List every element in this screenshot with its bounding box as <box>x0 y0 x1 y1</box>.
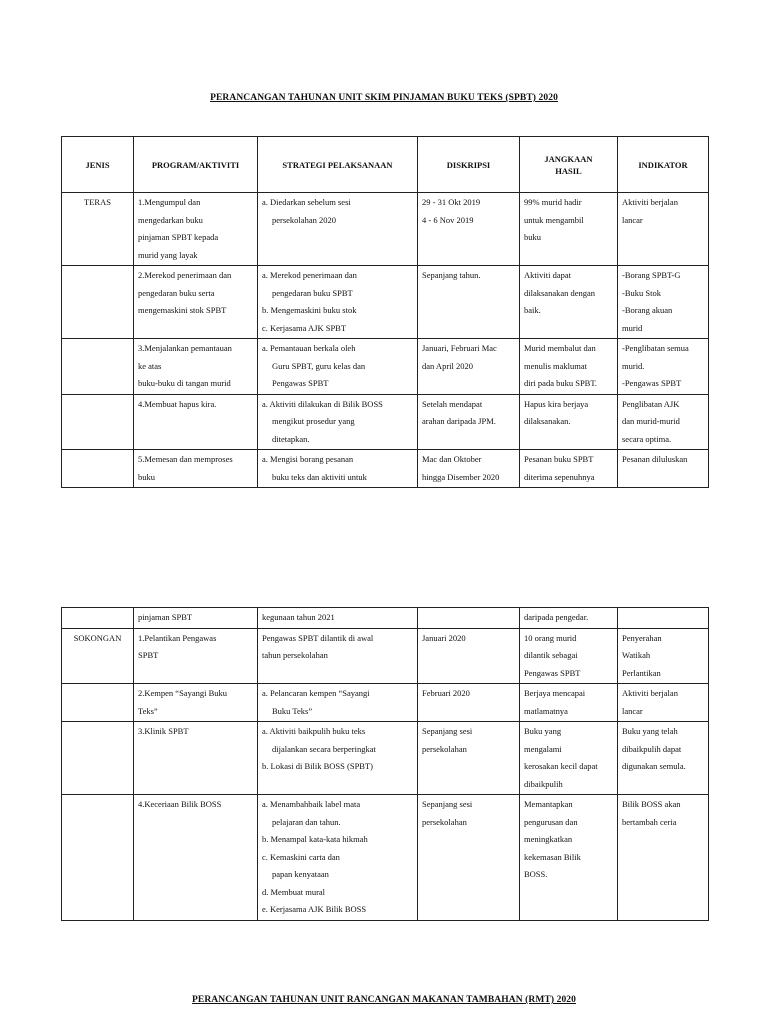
jangkaan-line: pengurusan dan <box>524 816 578 827</box>
cell-indikator <box>618 394 709 450</box>
diskripsi-line: arahan daripada JPM. <box>422 416 496 426</box>
cell-jenis: SOKONGAN <box>62 628 134 684</box>
strategi-line: d. Membuat mural <box>262 886 326 897</box>
cell-indikator <box>618 795 709 921</box>
cell-jangkaan <box>520 628 618 684</box>
indikator-line: -Buku Stok <box>622 287 661 298</box>
cell-strategi <box>258 394 418 450</box>
table-row <box>62 339 709 395</box>
cell-strategi <box>258 628 418 684</box>
cell-strategi <box>258 339 418 395</box>
cell-program <box>134 722 258 795</box>
cell-diskripsi <box>418 339 520 395</box>
cell-program <box>134 339 258 395</box>
strategi-line: buku teks dan aktiviti untuk <box>272 471 367 482</box>
cell-strategi <box>258 684 418 722</box>
jangkaan-line: Aktiviti dapat <box>524 270 571 280</box>
cell-diskripsi <box>418 266 520 339</box>
program-line: ke atas <box>138 360 162 371</box>
indikator-line: -Borang SPBT-G <box>622 270 681 280</box>
indikator-line: Pesanan diluluskan <box>622 454 688 464</box>
strategi-line: b. Mengemaskini buku stok <box>262 305 357 315</box>
cell-jenis: TERAS <box>62 193 134 266</box>
jangkaan-line: Murid membalut dan <box>524 343 596 353</box>
table-row <box>62 193 709 266</box>
table-row <box>62 684 709 722</box>
strategi-line: ditetapkan. <box>272 433 310 444</box>
indikator-line: -Borang akuan <box>622 305 673 315</box>
header-jangkaan: JANGKAAN HASIL <box>520 137 618 193</box>
strategi-line: Guru SPBT, guru kelas dan <box>272 360 366 371</box>
strategi-line: b. Lokasi di Bilik BOSS (SPBT) <box>262 761 373 771</box>
cell-strategi <box>258 608 418 629</box>
diskripsi-line: Mac dan Oktober <box>422 454 482 464</box>
program-line: Teks” <box>138 705 158 716</box>
strategi-line: mengikut prosedur yang <box>272 416 355 426</box>
program-line: buku <box>138 471 155 482</box>
diskripsi-line: Januari, Februari Mac <box>422 343 497 353</box>
cell-jangkaan <box>520 394 618 450</box>
indikator-line: murid. <box>622 360 645 371</box>
jangkaan-line: daripada pengedar. <box>524 612 589 622</box>
strategi-line: pengedaran buku SPBT <box>272 287 353 298</box>
jangkaan-line: dilaksanakan dengan <box>524 287 596 298</box>
cell-program <box>134 795 258 921</box>
strategi-line: persekolahan 2020 <box>272 214 336 225</box>
jangkaan-line: mengalami <box>524 743 562 754</box>
jangkaan-line: kekemasan Bilik <box>524 851 581 862</box>
indikator-line: digunakan semula. <box>622 761 686 771</box>
cell-jangkaan <box>520 339 618 395</box>
strategi-line: a. Aktiviti baikpulih buku teks <box>262 726 366 736</box>
table-header-row <box>62 137 709 193</box>
cell-indikator <box>618 628 709 684</box>
cell-strategi <box>258 193 418 266</box>
diskripsi-line: Sepanjang sesi <box>422 726 473 736</box>
indikator-line: bertambah ceria <box>622 816 677 827</box>
header-program: PROGRAM/AKTIVITI <box>134 137 258 193</box>
plan-table-spbt-continued <box>61 607 709 921</box>
cell-strategi <box>258 450 418 488</box>
jangkaan-line: untuk mengambil <box>524 214 584 225</box>
table-row <box>62 394 709 450</box>
jangkaan-line: menulis maklumat <box>524 360 588 371</box>
program-line: mengemaskini stok SPBT <box>138 305 227 315</box>
cell-indikator <box>618 608 709 629</box>
cell-jenis <box>62 684 134 722</box>
program-line: mengedarkan buku <box>138 214 203 225</box>
cell-diskripsi <box>418 193 520 266</box>
diskripsi-line: Februari 2020 <box>422 688 470 698</box>
table-row <box>62 628 709 684</box>
diskripsi-line: 29 - 31 Okt 2019 <box>422 197 481 207</box>
jangkaan-line: dilantik sebagai <box>524 650 578 660</box>
cell-program <box>134 193 258 266</box>
program-line: 3.Menjalankan pemantauan <box>138 343 232 353</box>
diskripsi-line: Sepanjang tahun. <box>422 270 481 280</box>
strategi-line: b. Menampal kata-kata hikmah <box>262 834 368 844</box>
indikator-line: Penglibatan AJK <box>622 398 680 409</box>
indikator-line: secara optima. <box>622 433 672 444</box>
strategi-line: a. Diedarkan sebelum sesi <box>262 197 351 207</box>
diskripsi-line: hingga Disember 2020 <box>422 471 500 482</box>
program-line: 1.Pelantikan Pengawas <box>138 632 217 643</box>
indikator-line: murid <box>622 322 643 333</box>
diskripsi-line: Januari 2020 <box>422 632 466 643</box>
table-row <box>62 608 709 629</box>
cell-jangkaan <box>520 608 618 629</box>
strategi-line: Buku Teks” <box>272 705 313 716</box>
cell-program <box>134 266 258 339</box>
strategi-line: tahun persekolahan <box>262 650 328 660</box>
cell-jenis <box>62 722 134 795</box>
cell-program <box>134 450 258 488</box>
diskripsi-line: Sepanjang sesi <box>422 799 473 809</box>
plan-table-spbt <box>61 136 709 488</box>
program-line: 4.Keceriaan Bilik BOSS <box>138 799 222 809</box>
program-line: SPBT <box>138 650 159 660</box>
indikator-line: dibaikpulih dapat <box>622 743 682 754</box>
page-title: PERANCANGAN TAHUNAN UNIT SKIM PINJAMAN BUKU TEKS (SPBT) 2020 <box>210 93 558 103</box>
header-jenis: JENIS <box>62 137 134 193</box>
cell-strategi <box>258 795 418 921</box>
cell-jangkaan <box>520 722 618 795</box>
header-strategi: STRATEGI PELAKSANAAN <box>258 137 418 193</box>
strategi-line: pelajaran dan tahun. <box>272 816 341 827</box>
strategi-line: e. Kerjasama AJK Bilik BOSS <box>262 904 367 914</box>
cell-indikator <box>618 339 709 395</box>
cell-diskripsi <box>418 722 520 795</box>
jangkaan-line: Buku yang <box>524 726 562 736</box>
cell-strategi <box>258 266 418 339</box>
jangkaan-line: diterima sepenuhnya <box>524 471 595 482</box>
jangkaan-line: diri pada buku SPBT. <box>524 378 598 388</box>
strategi-line: c. Kemaskini carta dan <box>262 851 340 862</box>
cell-program <box>134 608 258 629</box>
program-line: buku-buku di tangan murid <box>138 378 231 388</box>
program-line: pinjaman SPBT <box>138 612 193 622</box>
cell-jenis <box>62 339 134 395</box>
cell-diskripsi <box>418 795 520 921</box>
jangkaan-line: dibaikpulih <box>524 778 563 789</box>
strategi-line: dijalankan secara berperingkat <box>272 743 376 754</box>
jangkaan-line: Pengawas SPBT <box>524 667 581 678</box>
jangkaan-line: Berjaya mencapai <box>524 688 586 698</box>
cell-jangkaan <box>520 266 618 339</box>
cell-indikator <box>618 193 709 266</box>
program-line: pinjaman SPBT kepada <box>138 232 219 242</box>
cell-program <box>134 684 258 722</box>
indikator-line: Aktiviti berjalan <box>622 688 678 698</box>
jangkaan-line: Pesanan buku SPBT <box>524 454 594 464</box>
cell-jangkaan <box>520 450 618 488</box>
jangkaan-line: 99% murid hadir <box>524 197 582 207</box>
program-line: murid yang layak <box>138 249 198 260</box>
strategi-line: a. Aktiviti dilakukan di Bilik BOSS <box>262 398 383 409</box>
indikator-line: -Penglibatan semua <box>622 343 689 353</box>
indikator-line: Aktiviti berjalan <box>622 197 678 207</box>
jangkaan-line: dilaksanakan. <box>524 416 571 426</box>
cell-diskripsi <box>418 628 520 684</box>
indikator-line: Penyerahan <box>622 632 662 643</box>
indikator-line: -Pengawas SPBT <box>622 378 682 388</box>
program-line: pengedaran buku serta <box>138 287 215 298</box>
cell-indikator <box>618 450 709 488</box>
indikator-line: dan murid-murid <box>622 416 680 426</box>
indikator-line: Buku yang telah <box>622 726 678 736</box>
cell-program <box>134 628 258 684</box>
diskripsi-line: persekolahan <box>422 816 467 827</box>
indikator-line: Watikah <box>622 650 651 660</box>
strategi-line: a. Mengisi borang pesanan <box>262 454 354 464</box>
strategi-line: papan kenyataan <box>272 869 329 879</box>
jangkaan-line: buku <box>524 232 541 242</box>
indikator-line: Perlantikan <box>622 667 661 678</box>
cell-indikator <box>618 684 709 722</box>
jangkaan-line: meningkatkan <box>524 834 573 844</box>
program-line: 1.Mengumpul dan <box>138 197 201 207</box>
strategi-line: Pengawas SPBT <box>272 378 329 388</box>
cell-jenis <box>62 394 134 450</box>
diskripsi-line: Setelah mendapat <box>422 398 483 409</box>
cell-jenis <box>62 608 134 629</box>
table-row <box>62 795 709 921</box>
jangkaan-line: BOSS. <box>524 869 548 879</box>
indikator-line: lancar <box>622 705 643 716</box>
jangkaan-line: Hapus kira berjaya <box>524 398 589 409</box>
program-line: 2.Kempen “Sayangi Buku <box>138 688 227 698</box>
cell-jangkaan <box>520 795 618 921</box>
cell-program <box>134 394 258 450</box>
cell-jenis <box>62 795 134 921</box>
indikator-line: Bilik BOSS akan <box>622 799 681 809</box>
jangkaan-line: Memantapkan <box>524 799 573 809</box>
jangkaan-line: matlamatnya <box>524 705 568 716</box>
table-row <box>62 266 709 339</box>
diskripsi-line: 4 - 6 Nov 2019 <box>422 214 474 225</box>
program-line: 5.Memesan dan memproses <box>138 454 233 464</box>
strategi-line: Pengawas SPBT dilantik di awal <box>262 632 374 643</box>
header-indikator: INDIKATOR <box>618 137 709 193</box>
strategi-line: c. Kerjasama AJK SPBT <box>262 322 347 333</box>
jangkaan-line: baik. <box>524 305 541 315</box>
cell-indikator <box>618 266 709 339</box>
cell-diskripsi <box>418 394 520 450</box>
cell-indikator <box>618 722 709 795</box>
diskripsi-line: persekolahan <box>422 743 467 754</box>
header-diskripsi: DISKRIPSI <box>418 137 520 193</box>
strategi-line: a. Pelancaran kempen “Sayangi <box>262 688 370 698</box>
cell-diskripsi <box>418 608 520 629</box>
strategi-line: kegunaan tahun 2021 <box>262 612 335 622</box>
jangkaan-line: kerosakan kecil dapat <box>524 761 598 771</box>
program-line: 3.Klinik SPBT <box>138 726 189 736</box>
cell-diskripsi <box>418 450 520 488</box>
cell-jenis <box>62 450 134 488</box>
cell-jenis <box>62 266 134 339</box>
table-row <box>62 450 709 488</box>
cell-jangkaan <box>520 193 618 266</box>
cell-jangkaan <box>520 684 618 722</box>
next-section-title: PERANCANGAN TAHUNAN UNIT RANCANGAN MAKANAN TAMBAHAN (RMT) 2020 <box>192 995 576 1005</box>
program-line: 4.Membuat hapus kira. <box>138 398 217 409</box>
program-line: 2.Merekod penerimaan dan <box>138 270 232 280</box>
indikator-line: lancar <box>622 214 643 225</box>
cell-strategi <box>258 722 418 795</box>
strategi-line: a. Pemantauan berkala oleh <box>262 343 356 353</box>
diskripsi-line: dan April 2020 <box>422 360 473 371</box>
cell-diskripsi <box>418 684 520 722</box>
table-row <box>62 722 709 795</box>
strategi-line: a. Merekod penerimaan dan <box>262 270 357 280</box>
jangkaan-line: 10 orang murid <box>524 632 577 643</box>
strategi-line: a. Menambahbaik label mata <box>262 799 361 809</box>
